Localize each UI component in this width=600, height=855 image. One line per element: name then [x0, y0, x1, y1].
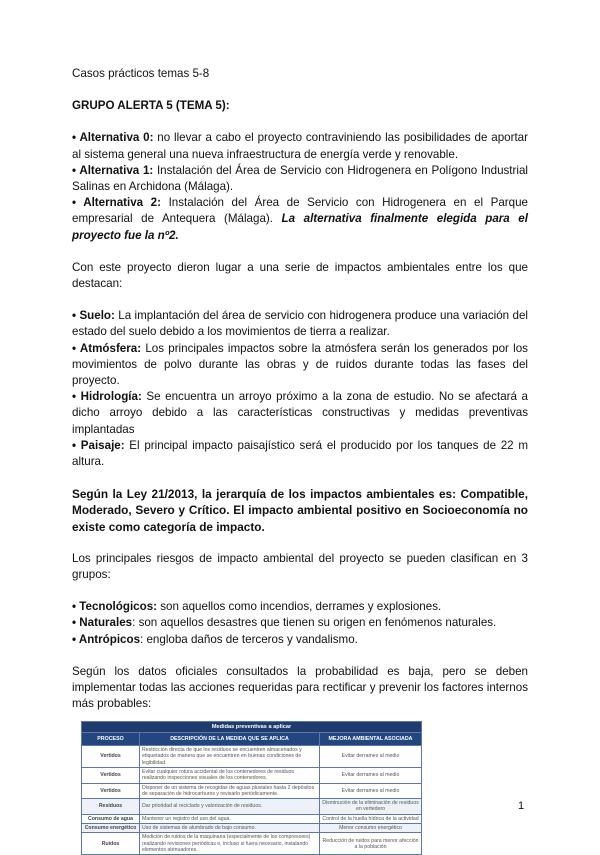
- cell-mejora: Disminución de la eliminación de residuos en vertedero: [320, 799, 422, 815]
- impact-paisaje: [72, 438, 528, 470]
- cell-mejora: Evitar derrames al medio: [320, 767, 422, 783]
- impact-paisaje-label: • Paisaje:: [72, 439, 125, 452]
- risk-tecnologicos-label: • Tecnológicos:: [72, 600, 157, 613]
- cell-proceso: Vertidos: [82, 746, 140, 768]
- impact-suelo-label: • Suelo:: [72, 309, 115, 322]
- impact-atmosfera-text: Los principales impactos sobre la atmósfera serán los generados por los movimientos de polvo durante las obras y de ruidos durante todas las fases del proyecto.: [72, 342, 528, 387]
- risk-antropicos-label: • Antrópicos: [72, 633, 140, 646]
- cell-descripcion: Evitar cualquier rotura accidental de los contenedores de residuos realizando inspecciones visuales de los contenedores.: [140, 767, 320, 783]
- alternative-1-text: Instalación del Área de Servicio con Hidrogenera en Polígono Industrial Salinas en Archidona (Málaga).: [72, 164, 528, 193]
- table-row: [82, 783, 422, 799]
- alternative-0-text: no llevar a cabo el proyecto contraviniendo las posibilidades de aportar al sistema general una nueva infraestructura de energía verde y renovable.: [72, 131, 528, 160]
- page-number: 1: [518, 800, 524, 812]
- cell-mejora: Control de la huella hídrica de la actividad: [320, 814, 422, 823]
- document-body: [72, 66, 528, 855]
- impacts-intro: Con este proyecto dieron lugar a una serie de impactos ambientales entre los que destacan:: [72, 260, 528, 292]
- impact-atmosfera-label: • Atmósfera:: [72, 342, 141, 355]
- alternative-2: [72, 195, 528, 244]
- impact-suelo-text: La implantación del área de servicio con hidrogenera produce una variación del estado del suelo debido a los movimientos de tierra a realizar.: [72, 309, 528, 338]
- law-paragraph: Según la Ley 21/2013, la jerarquía de los impactos ambientales es: Compatible, Moderado, Severo y Crítico. El impacto ambiental positivo en Socioeconomía no existe como categoría de impacto.: [72, 486, 528, 535]
- cell-proceso: Residuos: [82, 799, 140, 815]
- alternative-2-text: Instalación del Área de Servicio con Hidrogenera en el Parque empresarial de Antequera (Málaga).: [72, 196, 528, 225]
- document-header: Casos prácticos temas 5-8: [72, 66, 528, 82]
- preventive-measures-table: [81, 721, 422, 855]
- probability-paragraph: Según los datos oficiales consultados la probabilidad es baja, pero se deben implementar todas las acciones requeridas para rectificar y prevenir los factores internos más probables:: [72, 664, 528, 713]
- cell-descripcion: Uso de sistemas de alumbrado de bajo consumo.: [140, 824, 320, 833]
- impact-hidrologia: [72, 389, 528, 438]
- cell-descripcion: Medición de ruidos de la maquinaria (especialmente de los compresores) realizando revisiones periódicas e, incluso si fuera necesario, instalando elementos atenuadores.: [140, 833, 320, 855]
- risk-tecnologicos-text: son aquellos como incendios, derrames y explosiones.: [157, 600, 441, 613]
- cell-proceso: Ruidos: [82, 833, 140, 855]
- table-header-proceso: PROCESO: [82, 732, 140, 745]
- risk-antropicos: [72, 632, 528, 648]
- table-row: [82, 746, 422, 768]
- cell-mejora: Evitar derrames al medio: [320, 783, 422, 799]
- cell-proceso: Consumo energético: [82, 824, 140, 833]
- group-title: GRUPO ALERTA 5 (TEMA 5):: [72, 98, 528, 114]
- table-header-descripcion: DESCRIPCIÓN DE LA MEDIDA QUE SE APLICA: [140, 732, 320, 745]
- cell-mejora: Evitar derrames al medio: [320, 746, 422, 768]
- table-row: [82, 824, 422, 833]
- risk-tecnologicos: [72, 599, 528, 615]
- impact-paisaje-text: El principal impacto paisajístico será el producido por los tanques de 22 m altura.: [72, 439, 528, 468]
- alternative-0-label: • Alternativa 0:: [72, 131, 153, 144]
- cell-proceso: Vertidos: [82, 783, 140, 799]
- alternative-0: [72, 130, 528, 162]
- cell-mejora: Menor consumo energético: [320, 824, 422, 833]
- table-title: Medidas preventivas a aplicar: [82, 721, 422, 732]
- cell-descripcion: Disponer de un sistema de recogidas de aguas pluviales hasta 2 depósitos de separación de hidrocarburos y revisarlo periódicamente.: [140, 783, 320, 799]
- impact-atmosfera: [72, 341, 528, 390]
- table-row: [82, 814, 422, 823]
- risk-antropicos-text: : engloba daños de terceros y vandalismo.: [140, 633, 358, 646]
- table-row: [82, 799, 422, 815]
- cell-proceso: Vertidos: [82, 767, 140, 783]
- impact-suelo: [72, 308, 528, 340]
- table-row: [82, 833, 422, 855]
- cell-descripcion: Restricción directa de que los residuos se encuentren almacenados y etiquetados de manera que se encuentren en buenas condiciones de legibilidad.: [140, 746, 320, 768]
- table-row: [82, 767, 422, 783]
- impact-hidrologia-text: Se encuentra un arroyo próximo a la zona de estudio. No se afectará a dicho arroyo debido a las características constructivas y medidas preventivas implantadas: [72, 390, 528, 435]
- alternative-2-label: • Alternativa 2:: [72, 196, 161, 209]
- alternative-chosen: La alternativa finalmente elegida para el proyecto fue la nº2.: [72, 212, 528, 241]
- cell-descripcion: Dar prioridad al reciclado y valorización de residuos.: [140, 799, 320, 815]
- risks-intro: Los principales riesgos de impacto ambiental del proyecto se pueden clasifican en 3 grupos:: [72, 551, 528, 583]
- cell-mejora: Reducción de ruidos para menor afección a la población: [320, 833, 422, 855]
- alternative-1-label: • Alternativa 1:: [72, 164, 153, 177]
- alternative-1: [72, 163, 528, 195]
- cell-descripcion: Mantener un registro del uso del agua.: [140, 814, 320, 823]
- impact-hidrologia-label: • Hidrología:: [72, 390, 142, 403]
- risk-naturales-label: • Naturales: [72, 616, 132, 629]
- cell-proceso: Consumo de agua: [82, 814, 140, 823]
- table-header-mejora: MEJORA AMBIENTAL ASOCIADA: [320, 732, 422, 745]
- risk-naturales: [72, 615, 528, 631]
- risk-naturales-text: : son aquellos desastres que tienen su origen en fenómenos naturales.: [132, 616, 496, 629]
